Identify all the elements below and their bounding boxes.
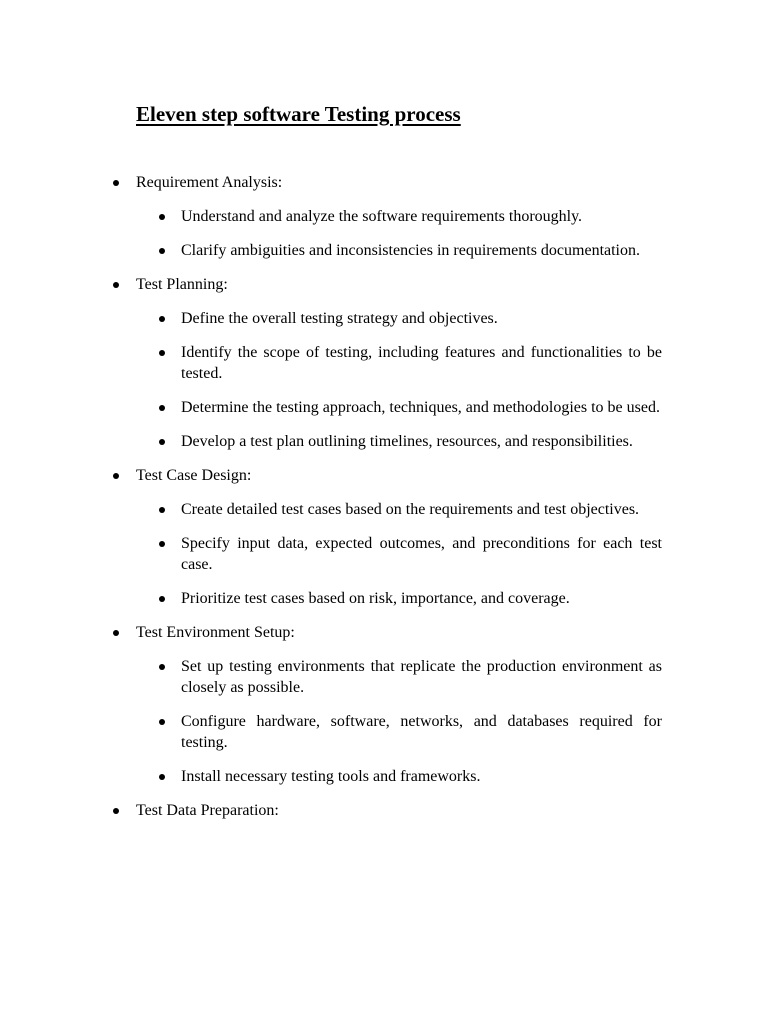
step-item-text: Set up testing environments that replicate the production environment as closely as possible. bbox=[181, 658, 662, 696]
bullet-icon bbox=[159, 248, 165, 254]
step-test-planning bbox=[0, 274, 768, 452]
step-heading-row bbox=[0, 622, 768, 644]
step-item-text: Configure hardware, software, networks, and databases required for testing. bbox=[181, 713, 662, 751]
step-item bbox=[0, 206, 662, 227]
step-item bbox=[0, 711, 662, 753]
step-test-data-preparation bbox=[0, 800, 768, 822]
step-item bbox=[0, 342, 662, 384]
step-item bbox=[0, 431, 662, 452]
bullet-icon bbox=[113, 180, 119, 186]
step-requirement-analysis bbox=[0, 172, 768, 261]
step-heading-row bbox=[0, 465, 768, 487]
step-heading: Test Environment Setup: bbox=[136, 624, 295, 641]
step-heading: Requirement Analysis: bbox=[136, 174, 283, 191]
step-item bbox=[0, 656, 662, 698]
bullet-icon bbox=[113, 473, 119, 479]
bullet-icon bbox=[159, 316, 165, 322]
step-item bbox=[0, 588, 662, 609]
bullet-icon bbox=[159, 541, 165, 547]
step-item-text: Define the overall testing strategy and objectives. bbox=[181, 310, 498, 327]
step-item-text: Install necessary testing tools and frameworks. bbox=[181, 768, 481, 785]
step-item bbox=[0, 766, 662, 787]
bullet-icon bbox=[159, 405, 165, 411]
step-item-text: Identify the scope of testing, including features and functionalities to be tested. bbox=[181, 344, 662, 382]
step-item-text: Prioritize test cases based on risk, importance, and coverage. bbox=[181, 590, 570, 607]
step-heading-row bbox=[0, 172, 768, 194]
step-item-text: Create detailed test cases based on the requirements and test objectives. bbox=[181, 501, 640, 518]
step-item-text: Understand and analyze the software requirements thoroughly. bbox=[181, 208, 583, 225]
step-item-text: Determine the testing approach, techniques, and methodologies to be used. bbox=[181, 399, 660, 416]
bullet-icon bbox=[159, 664, 165, 670]
bullet-icon bbox=[159, 214, 165, 220]
step-item bbox=[0, 533, 662, 575]
bullet-icon bbox=[159, 719, 165, 725]
step-heading: Test Data Preparation: bbox=[136, 802, 279, 819]
step-item-text: Specify input data, expected outcomes, and preconditions for each test case. bbox=[181, 535, 662, 573]
bullet-icon bbox=[113, 808, 119, 814]
step-heading: Test Case Design: bbox=[136, 467, 252, 484]
bullet-icon bbox=[113, 630, 119, 636]
step-items bbox=[0, 499, 768, 609]
step-heading-row bbox=[0, 274, 768, 296]
step-test-environment-setup bbox=[0, 622, 768, 787]
step-test-case-design bbox=[0, 465, 768, 609]
step-heading-row bbox=[0, 800, 768, 822]
steps-list bbox=[0, 172, 768, 835]
step-heading: Test Planning: bbox=[136, 276, 228, 293]
bullet-icon bbox=[159, 774, 165, 780]
step-item-text: Clarify ambiguities and inconsistencies in requirements documentation. bbox=[181, 242, 640, 259]
step-items bbox=[0, 308, 768, 452]
step-item bbox=[0, 397, 662, 418]
bullet-icon bbox=[113, 282, 119, 288]
step-item bbox=[0, 499, 662, 520]
step-items bbox=[0, 206, 768, 261]
bullet-icon bbox=[159, 439, 165, 445]
document-title: Eleven step software Testing process bbox=[136, 102, 461, 126]
bullet-icon bbox=[159, 507, 165, 513]
step-item-text: Develop a test plan outlining timelines, resources, and responsibilities. bbox=[181, 433, 633, 450]
step-items bbox=[0, 656, 768, 787]
bullet-icon bbox=[159, 596, 165, 602]
step-item bbox=[0, 240, 662, 261]
step-item bbox=[0, 308, 662, 329]
bullet-icon bbox=[159, 350, 165, 356]
